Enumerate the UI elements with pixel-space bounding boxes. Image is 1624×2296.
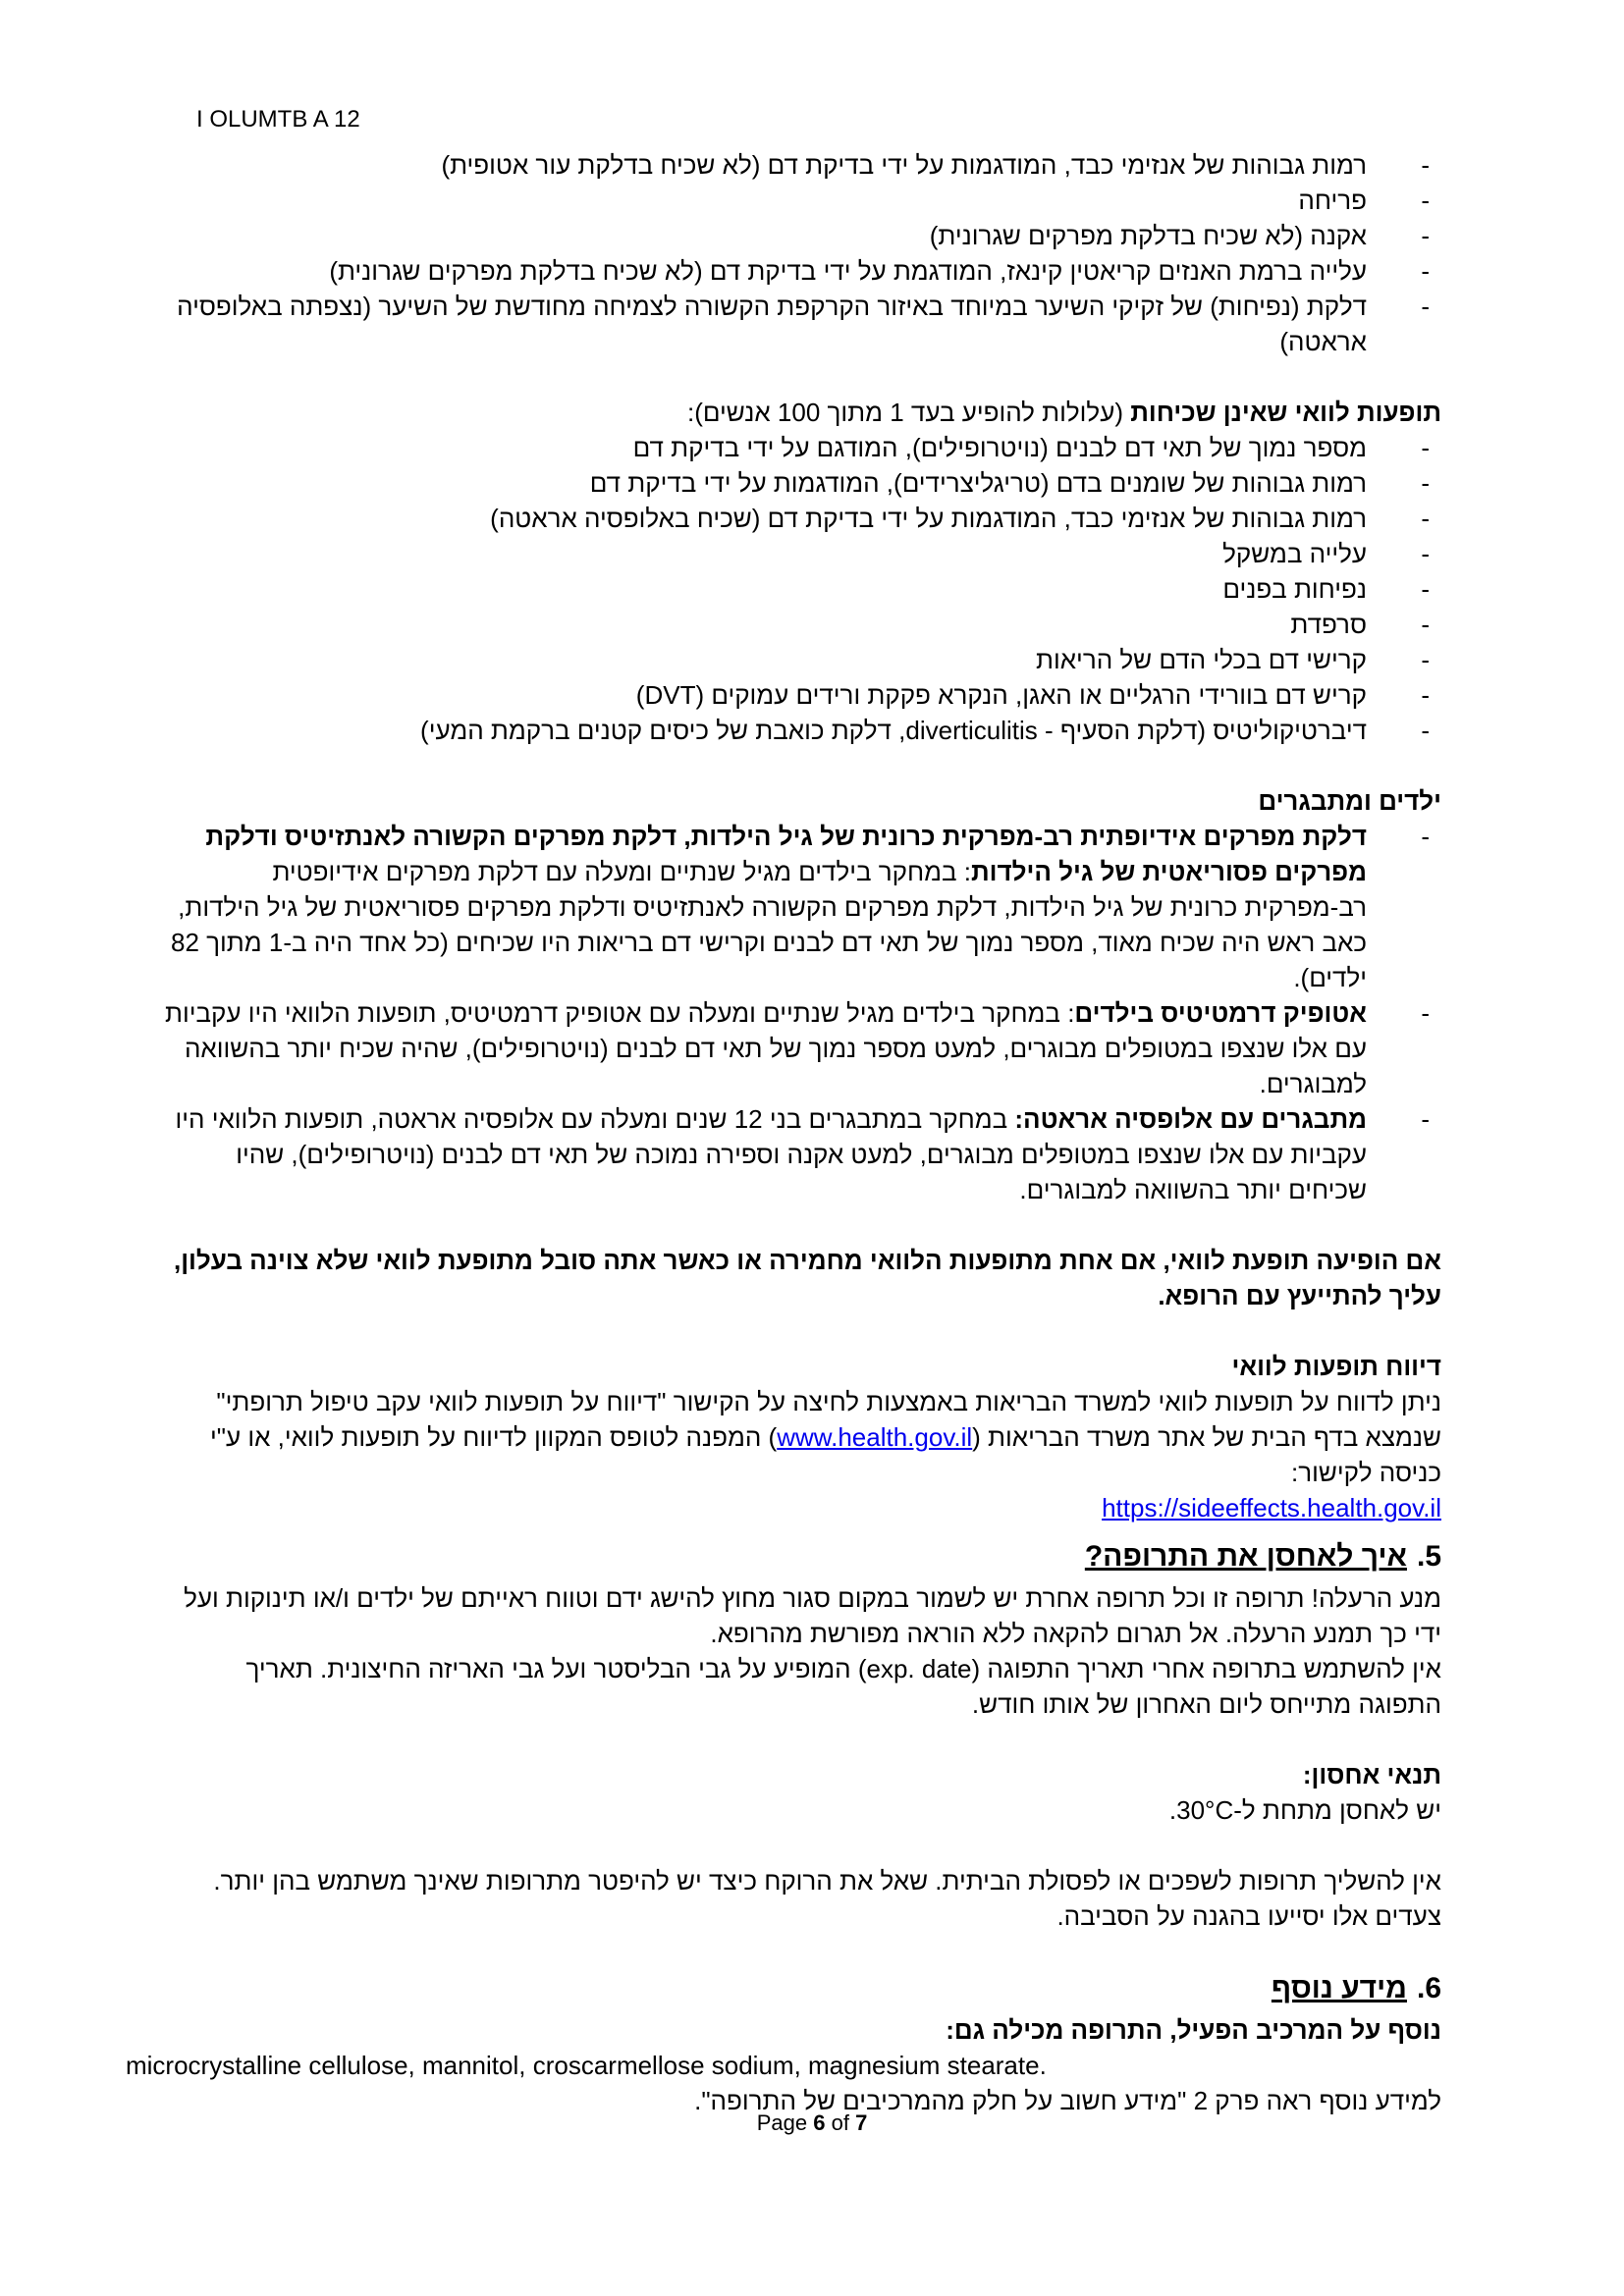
list-item: - דלקת מפרקים אידיופתית רב-מפרקית כרונית של גיל הילדות, דלקת מפרקים הקשורה לאנתזיטיס ודלקת מפרקים פסוריאטית של גיל הילדות: במחקר בילדים מגיל שנתיים ומעלה עם דלקת מפרקים אידיופטית רב-מפרקית כרונית של גיל הילדות, דלקת מפרקים הקשורה לאנתזיטיס ודלקת מפרקים פסוריאטית של גיל הילדות, כאב ראש היה שכיח מאוד, מספר נמוך של תאי דם לבנים וקרישי דם בריאות היו שכיחים (כל אחד היה ב-1 מתוך 82 ילדים).: [171, 822, 1430, 992]
page-footer: Page 6 of 7: [756, 2110, 868, 2135]
list-item: - רמות גבוהות של שומנים בדם (טריגליצרידים), המודגמות על ידי בדיקת דם: [589, 468, 1430, 498]
inactive-ingredients-heading: נוסף על המרכיב הפעיל, התרופה מכילה גם:: [946, 2015, 1441, 2045]
page-number: 6: [813, 2110, 826, 2135]
consult-doctor-warning: אם הופיעה תופעת לוואי, אם אחת מתופעות הלוואי מחמירה או כאשר אתה סובל מתופעת לוואי שלא צוינה בעלון, עליך להתייעץ עם הרופא.: [173, 1246, 1441, 1310]
list-item: - דיברטיקוליטיס (דלקת הסעיף - diverticulitis, דלקת כואבת של כיסים קטנים ברקמת המעי): [420, 716, 1430, 745]
more-info-text: למידע נוסף ראה פרק 2 "מידע חשוב על חלק מהמרכיבים של התרופה".: [694, 2086, 1441, 2115]
section-5-title: 5.איך לאחסן את התרופה?: [1084, 1540, 1441, 1573]
health-ministry-link[interactable]: www.health.gov.il: [777, 1422, 973, 1452]
document-code: I OLUMTB A 12: [196, 106, 360, 133]
poison-prevention-paragraph: מנע הרעלה! תרופה זו וכל תרופה אחרת יש לשמור במקום סגור מחוץ להישג ידם וטווח ראייתם של ילדים ו/או תינוקות ועל ידי כך תמנע הרעלה. אל תגרום להקאה ללא הוראה מפורשת מהרופא.: [184, 1583, 1441, 1648]
children-heading: ילדים ומתבגרים: [1258, 786, 1441, 816]
section-6-title: 6.מידע נוסף: [1271, 1972, 1441, 2004]
disposal-paragraph: אין להשליך תרופות לשפכים או לפסולת הביתית. שאל את הרוקח כיצד יש להיפטר מתרופות שאינך משתמש בהן יותר. צעדים אלו יסייעו בהגנה על הסביבה.: [213, 1866, 1441, 1931]
storage-conditions-text: יש לאחסן מתחת ל-30°C.: [1168, 1795, 1441, 1825]
uncommon-effects-heading: תופעות לוואי שאינן שכיחות (עלולות להופיע בעד 1 מתוך 100 אנשים):: [687, 398, 1441, 427]
expiry-paragraph: אין להשתמש בתרופה אחרי תאריך התפוגה (exp. date) המופיע על גבי הבליסטר ועל גבי האריזה החיצונית. תאריך התפוגה מתייחס ליום האחרון של אותו חודש.: [245, 1654, 1441, 1719]
list-item: - עלייה ברמת האנזים קריאטין קינאז, המודגמת על ידי בדיקת דם (לא שכיח בדלקת מפרקים שגרונית): [329, 256, 1430, 286]
list-item: - פריחה: [1298, 186, 1430, 215]
list-item: - קריש דם בוורידי הרגליים או האגן, הנקרא פקקת ורידים עמוקים (DVT): [635, 680, 1430, 710]
list-item: - דלקת (נפיחות) של זקיקי השיער במיוחד באיזור הקרקפת הקשורה לצמיחה מחודשת של השיער (נצפתה באלופסיה אראטה): [177, 292, 1430, 356]
list-item: - נפיחות בפנים: [1222, 574, 1430, 604]
leaflet-content: [126, 147, 1441, 2118]
list-item: - רמות גבוהות של אנזימי כבד, המודגמות על ידי בדיקת דם (לא שכיח בדלקת עור אטופית): [441, 150, 1430, 180]
list-item: - מספר נמוך של תאי דם לבנים (נויטרופילים), המודגם על ידי בדיקת דם: [632, 433, 1430, 462]
uncommon-effects-list: [165, 430, 1441, 748]
list-item: - אקנה (לא שכיח בדלקת מפרקים שגרונית): [929, 221, 1430, 250]
list-item: - רמות גבוהות של אנזימי כבד, המודגמות על ידי בדיקת דם (שכיח באלופסיה אראטה): [490, 504, 1430, 533]
page-total: 7: [855, 2110, 868, 2135]
storage-conditions-heading: תנאי אחסון:: [1302, 1760, 1441, 1789]
list-item: - מתבגרים עם אלופסיה אראטה: במחקר במתבגרים בני 12 שנים ומעלה עם אלופסיה אראטה, תופעות הלוואי היו עקביות עם אלו שנצפו במטופלים מבוגרים, למעט אקנה וספירה נמוכה של תאי דם לבנים (נויטרופילים), שהיו שכיחים יותר בהשוואה למבוגרים.: [175, 1104, 1430, 1204]
reporting-paragraph: ניתן לדווח על תופעות לוואי למשרד הבריאות באמצעות לחיצה על הקישור "דיווח על תופעות לוואי עקב טיפול תרופתי" שנמצא בדף הבית של אתר משרד הבריאות (www.health.gov.il) המפנה לטופס המקוון לדיווח על תופעות לוואי, או ע"י כניסה לקישור: https://sideeffects.health.gov.il: [209, 1387, 1441, 1522]
reporting-heading: דיווח תופעות לוואי: [1231, 1352, 1441, 1381]
side-effects-report-link[interactable]: https://sideeffects.health.gov.il: [1102, 1493, 1441, 1522]
list-item: - קרישי דם בכלי הדם של הריאות: [1036, 645, 1430, 674]
list-item: - אטופיק דרמטיטיס בילדים: במחקר בילדים מגיל שנתיים ומעלה עם אטופיק דרמטיטיס, תופעות הלוואי היו עקביות עם אלו שנצפו במטופלים מבוגרים, למעט מספר נמוך של תאי דם לבנים (נויטרופילים), שהיה שכיח יותר בהשוואה למבוגרים.: [165, 998, 1430, 1098]
inactive-ingredients-list: microcrystalline cellulose, mannitol, croscarmellose sodium, magnesium stearate.: [126, 2051, 1047, 2080]
continued-side-effects-list: [165, 147, 1441, 359]
children-effects-list: [165, 819, 1441, 1207]
list-item: - סרפדת: [1290, 610, 1430, 639]
list-item: - עלייה במשקל: [1222, 539, 1430, 568]
